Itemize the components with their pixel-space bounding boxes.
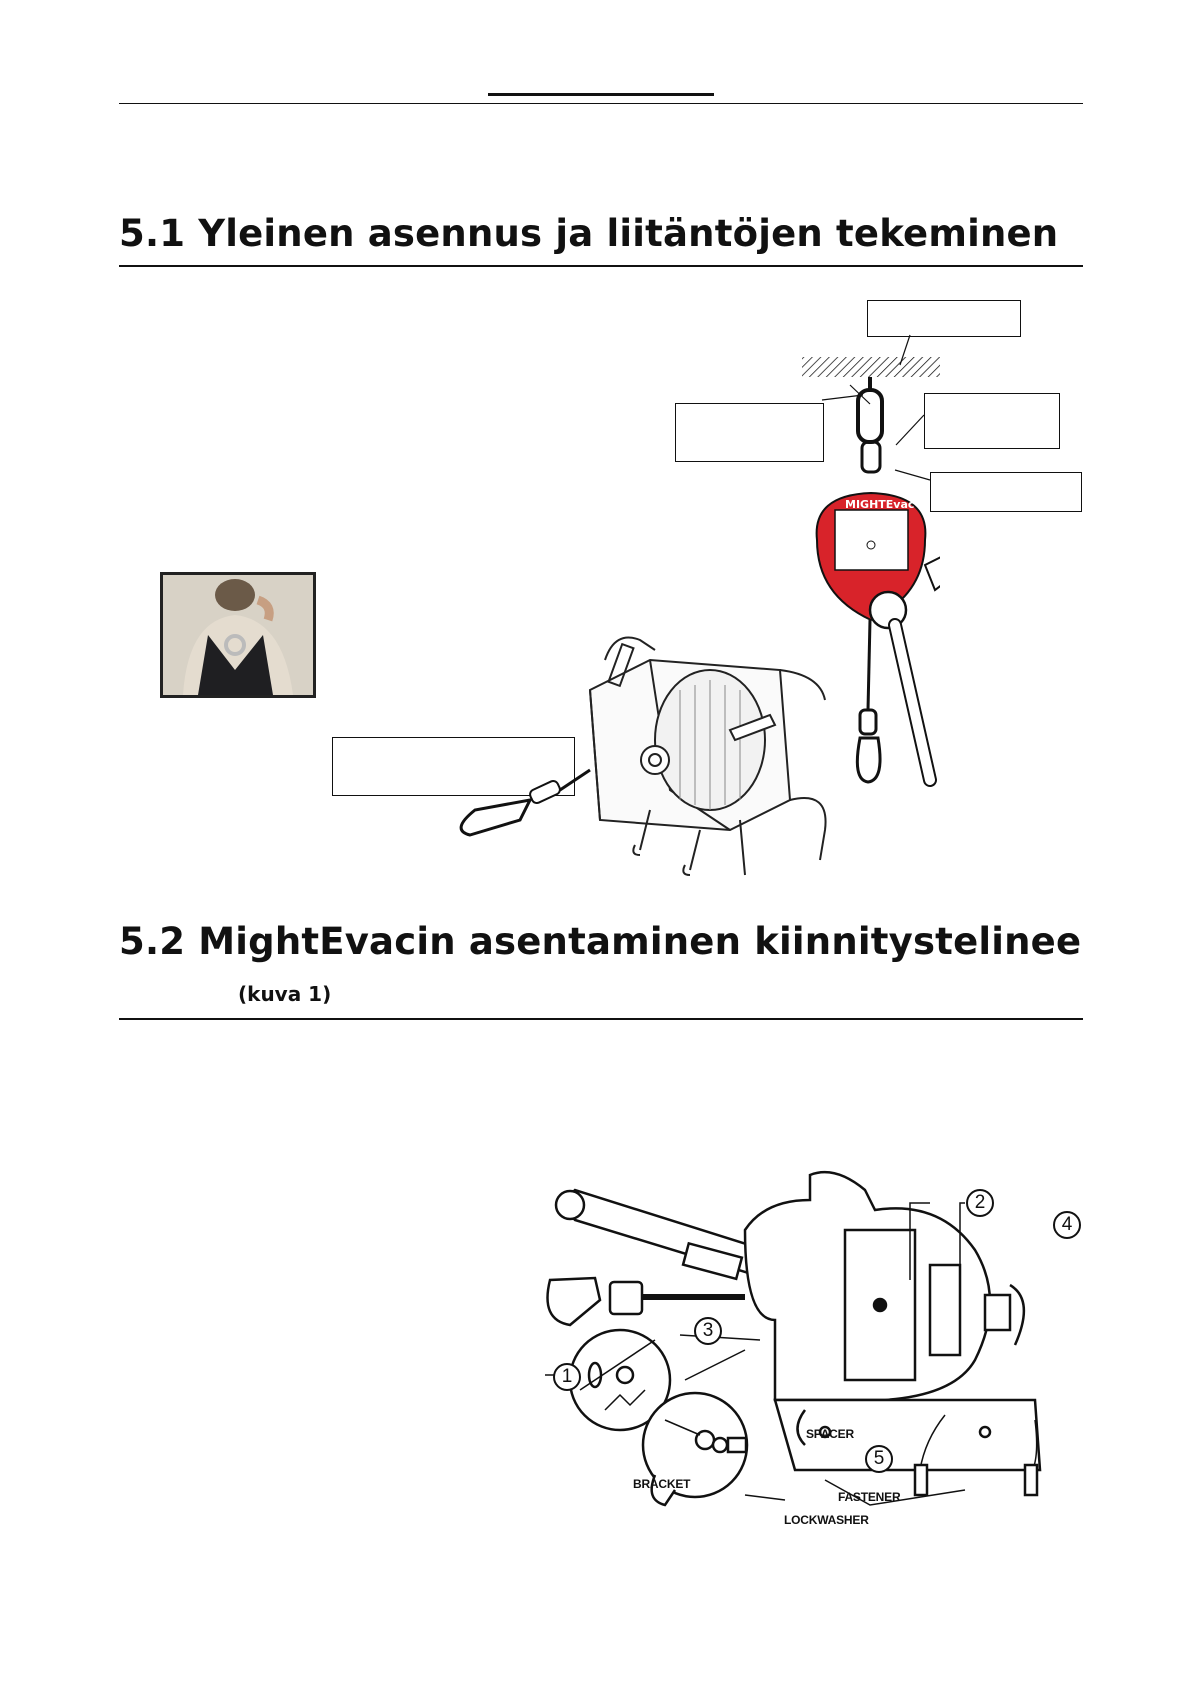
harness-photo [160, 572, 316, 698]
header-rule [119, 103, 1083, 104]
callout-1: 1 [553, 1363, 581, 1391]
anchor-beam [802, 357, 940, 377]
callout-2: 2 [966, 1189, 994, 1217]
carabiner-label-box [924, 393, 1060, 449]
section-rule-5-1 [119, 265, 1083, 267]
harness-photo-illustration [163, 575, 313, 695]
installation-overview-figure [440, 330, 940, 900]
swivel-label-box [930, 472, 1082, 512]
swivel-link [862, 442, 880, 472]
carabiner-link [858, 390, 882, 442]
section-heading-5-2: 5.2 MightEvacin asentaminen kiinnitystelinee [119, 920, 1082, 963]
callout-5: 5 [865, 1445, 893, 1473]
section-heading-5-1: 5.1 Yleinen asennus ja liitäntöjen tekeminen [119, 212, 1059, 255]
callout-3: 3 [694, 1317, 722, 1345]
part-label-lockwasher: LOCKWASHER [784, 1513, 869, 1527]
header-top-rule [488, 93, 714, 96]
device-brand-text: MIGHTEvac [845, 498, 915, 511]
section-rule-5-2 [119, 1018, 1083, 1020]
bracket-mounting-figure [545, 1170, 1105, 1540]
part-label-fastener: FASTENER [838, 1490, 901, 1504]
part-label-spacer: SPACER [806, 1427, 854, 1441]
section-subheading-5-2: (kuva 1) [238, 982, 332, 1006]
part-label-bracket: BRACKET [633, 1477, 691, 1491]
winch-assembly [590, 638, 826, 876]
callout-4: 4 [1053, 1211, 1081, 1239]
